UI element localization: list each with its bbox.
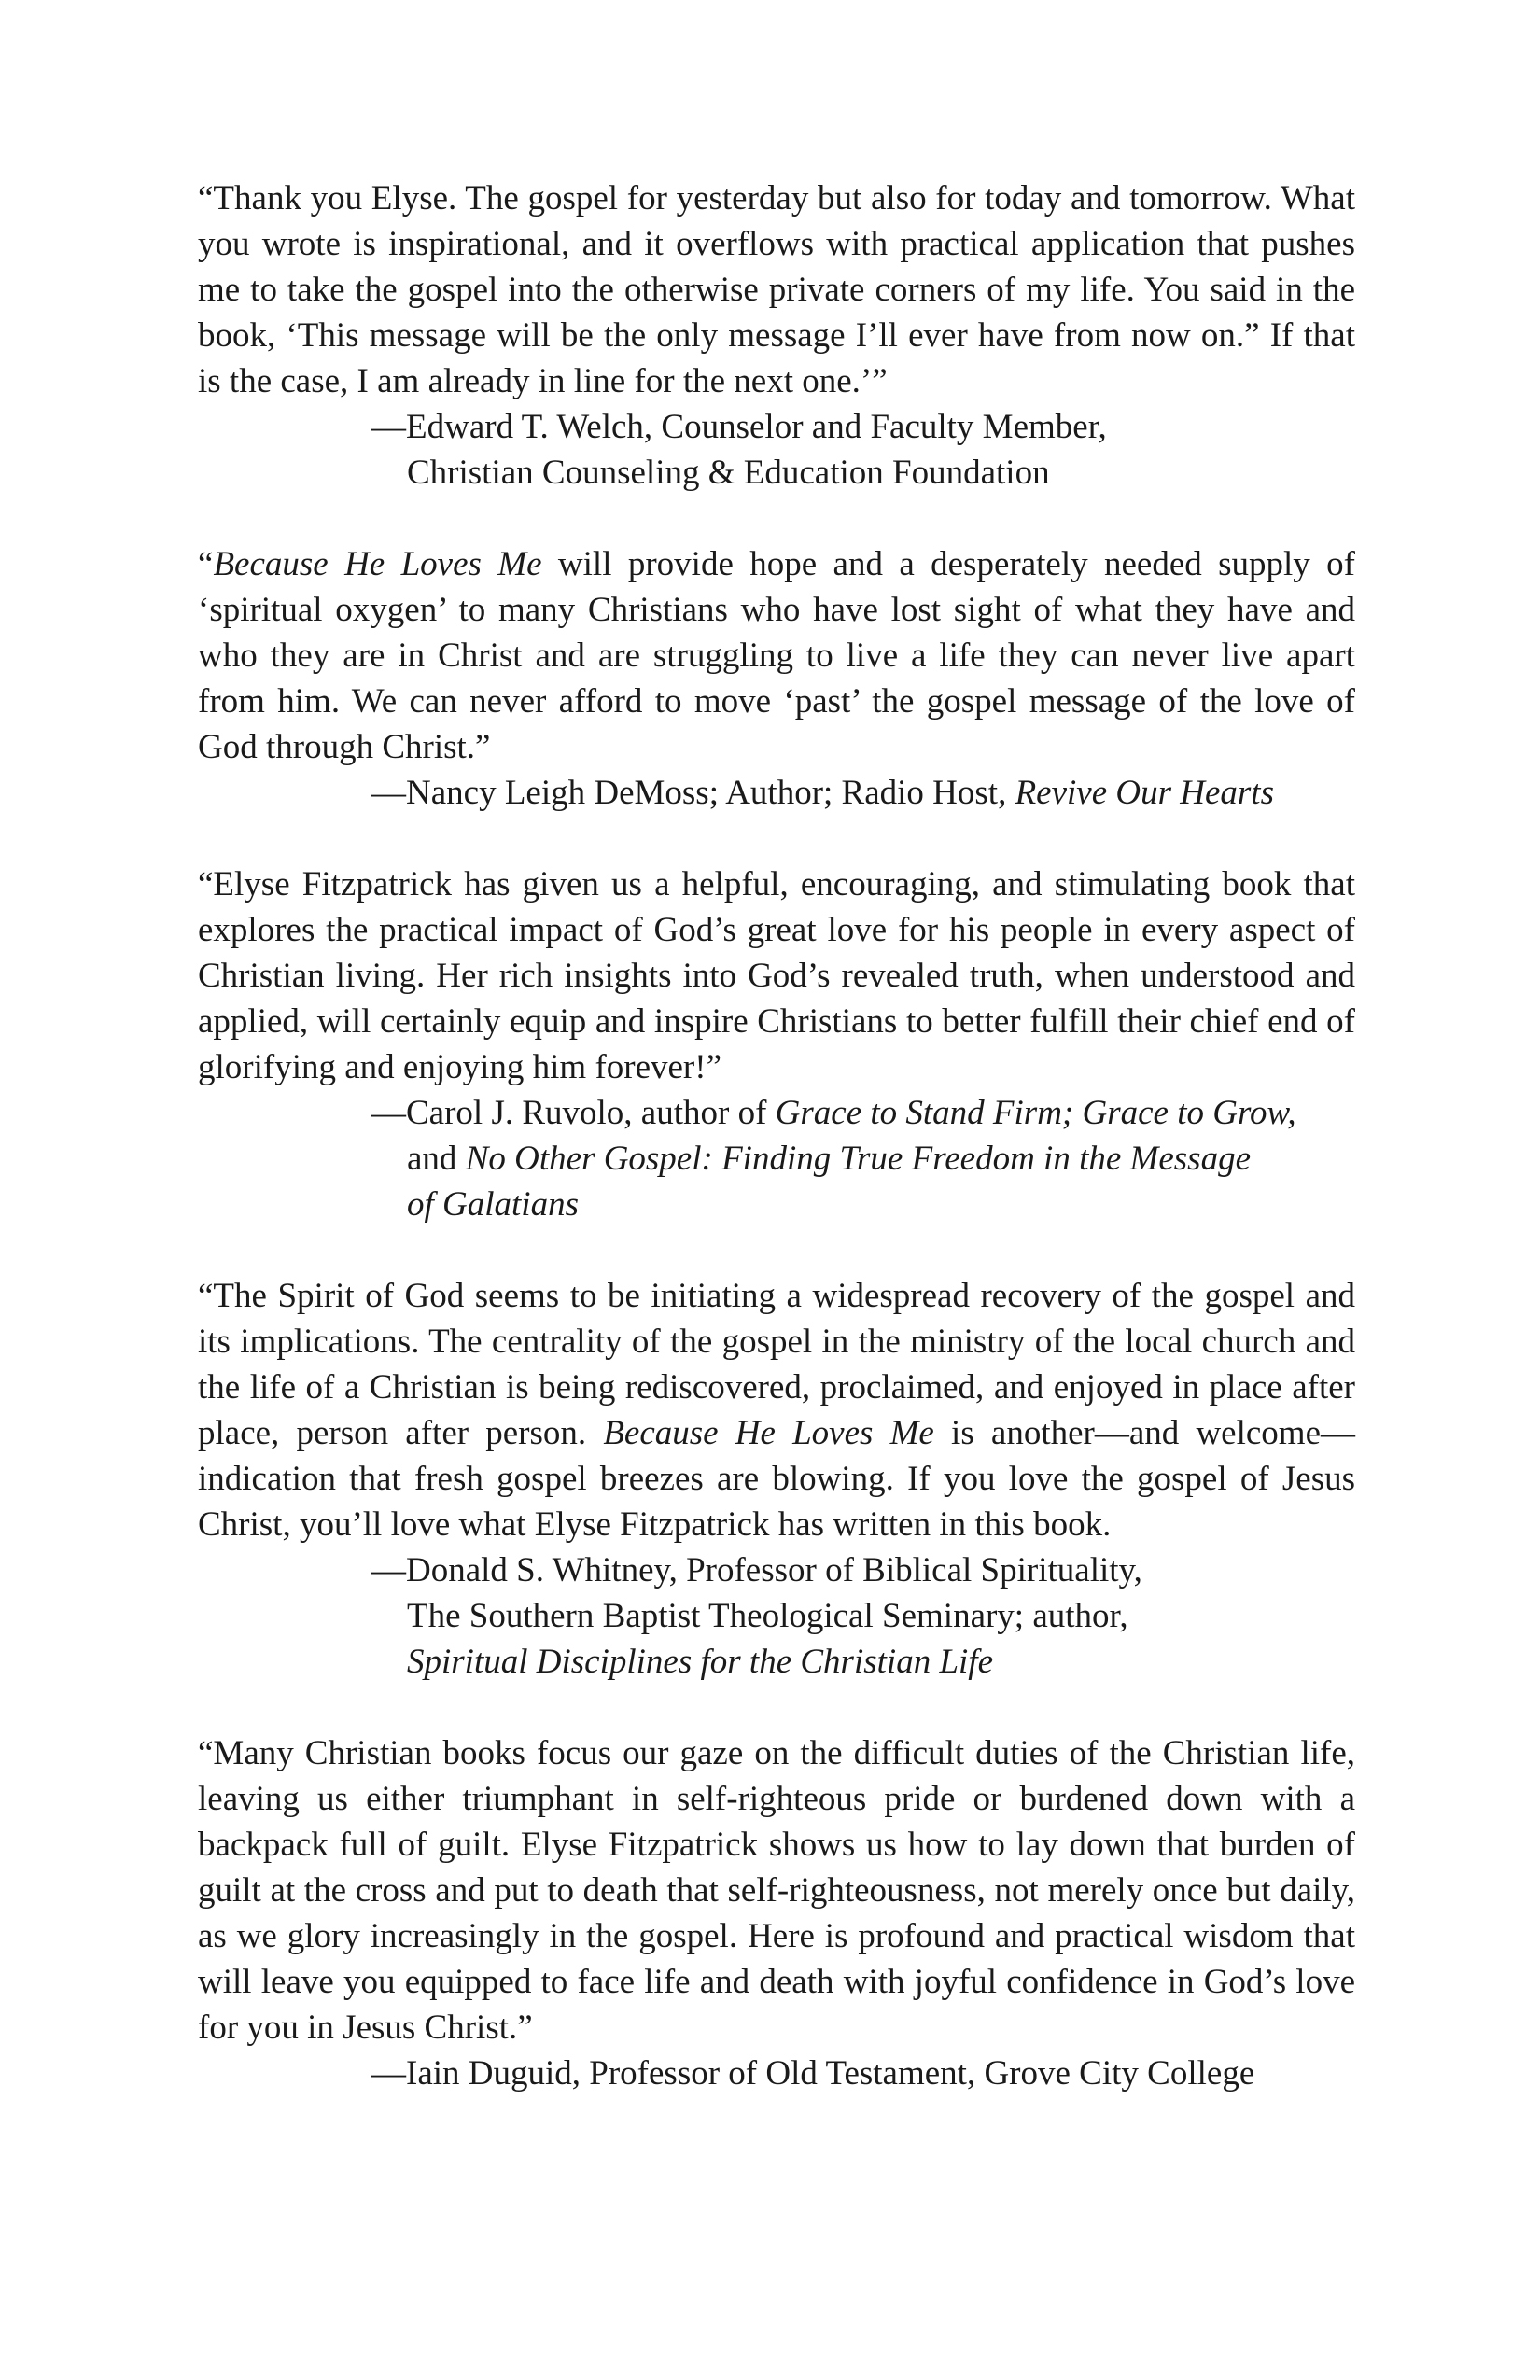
attribution-line: —Edward T. Welch, Counselor and Faculty Member,: [371, 408, 1107, 446]
endorsement-quote: [198, 1273, 1355, 1547]
endorsement-ruvolo: [198, 861, 1355, 1227]
book-title: No Other Gospel: Finding True Freedom in the Message: [465, 1140, 1251, 1178]
endorsement-attribution: [198, 770, 1355, 816]
attribution-line: —Iain Duguid, Professor of Old Testament, Grove City College: [371, 2054, 1255, 2093]
attribution-line: Christian Counseling & Education Foundation: [407, 454, 1050, 492]
attribution-line: [371, 1182, 1355, 1227]
attribution-text: —Nancy Leigh DeMoss; Author; Radio Host,: [371, 774, 1015, 812]
endorsement-attribution: [198, 404, 1355, 496]
endorsement-demoss: [198, 541, 1355, 816]
quote-text: “: [198, 545, 214, 583]
book-title: Because He Loves Me: [213, 545, 542, 583]
endorsement-welch: [198, 175, 1355, 496]
endorsement-quote: [198, 861, 1355, 1090]
attribution-line: [371, 1639, 1355, 1685]
quote-text: “Elyse Fitzpatrick has given us a helpful, encouraging, and stimulating book that explores the practical impact of God’s great love for his people in every aspect of Christian living. Her rich insights into God’s revealed truth, when understood and applied, will certainly equip and inspire Christians to better fulfill their chief end of glorifying and enjoying him forever!”: [198, 865, 1355, 1086]
attribution-line: [371, 1090, 1355, 1136]
endorsement-attribution: [198, 1547, 1355, 1685]
quote-text: is another—and welcome—indication that fresh gospel breezes are blowing. If you love the gospel of Jesus Christ, you’ll love what Elyse Fitzpatrick has written in this book.: [198, 1414, 1355, 1544]
attribution-text: and: [407, 1140, 466, 1178]
endorsements-page: [198, 175, 1355, 2142]
endorsement-duguid: [198, 1730, 1355, 2096]
attribution-text: —Carol J. Ruvolo, author of: [371, 1094, 776, 1132]
book-title: Because He Loves Me: [603, 1414, 934, 1452]
endorsement-quote: [198, 541, 1355, 770]
endorsement-attribution: [198, 2051, 1355, 2096]
book-title: Grace to Stand Firm; Grace to Grow,: [775, 1094, 1296, 1132]
attribution-line: [371, 1136, 1355, 1182]
book-title: of Galatians: [407, 1185, 579, 1224]
endorsement-quote: [198, 1730, 1355, 2051]
endorsement-attribution: [198, 1090, 1355, 1227]
endorsement-quote: [198, 175, 1355, 404]
attribution-line: —Donald S. Whitney, Professor of Biblical Spirituality,: [371, 1551, 1142, 1589]
quote-text: “Thank you Elyse. The gospel for yesterday but also for today and tomorrow. What you wrote is inspirational, and it overflows with practical application that pushes me to take the gospel into the otherwise private corners of my life. You said in the book, ‘This message will be the only message I’ll ever have from now on.” If that is the case, I am already in line for the next one.’”: [198, 179, 1355, 400]
attribution-line: [371, 770, 1355, 816]
quote-text: “Many Christian books focus our gaze on the difficult duties of the Christian life, leaving us either triumphant in self-righteous pride or burdened down with a backpack full of guilt. Elyse Fitzpatrick shows us how to lay down that burden of guilt at the cross and put to death that self-righteousness, not merely once but daily, as we glory increasingly in the gospel. Here is profound and practical wisdom that will leave you equipped to face life and death with joyful confidence in God’s love for you in Jesus Christ.”: [198, 1734, 1355, 2047]
program-title: Revive Our Hearts: [1015, 774, 1274, 812]
endorsement-whitney: [198, 1273, 1355, 1685]
quote-text: “The Spirit of God seems to be initiating a widespread recovery of the gospel and its implications. The centrality of the gospel in the ministry of the local church and the life of a Christian is being rediscovered, proclaimed, and enjoyed in place after place, person after person.: [198, 1277, 1355, 1452]
attribution-line: The Southern Baptist Theological Seminary; author,: [407, 1597, 1128, 1635]
book-title: Spiritual Disciplines for the Christian Life: [407, 1643, 994, 1681]
quote-text: will provide hope and a desperately needed supply of ‘spiritual oxygen’ to many Christians who have lost sight of what they have and who they are in Christ and are struggling to live a life they can never live apart from him. We can never afford to move ‘past’ the gospel message of the love of God through Christ.”: [198, 545, 1355, 766]
